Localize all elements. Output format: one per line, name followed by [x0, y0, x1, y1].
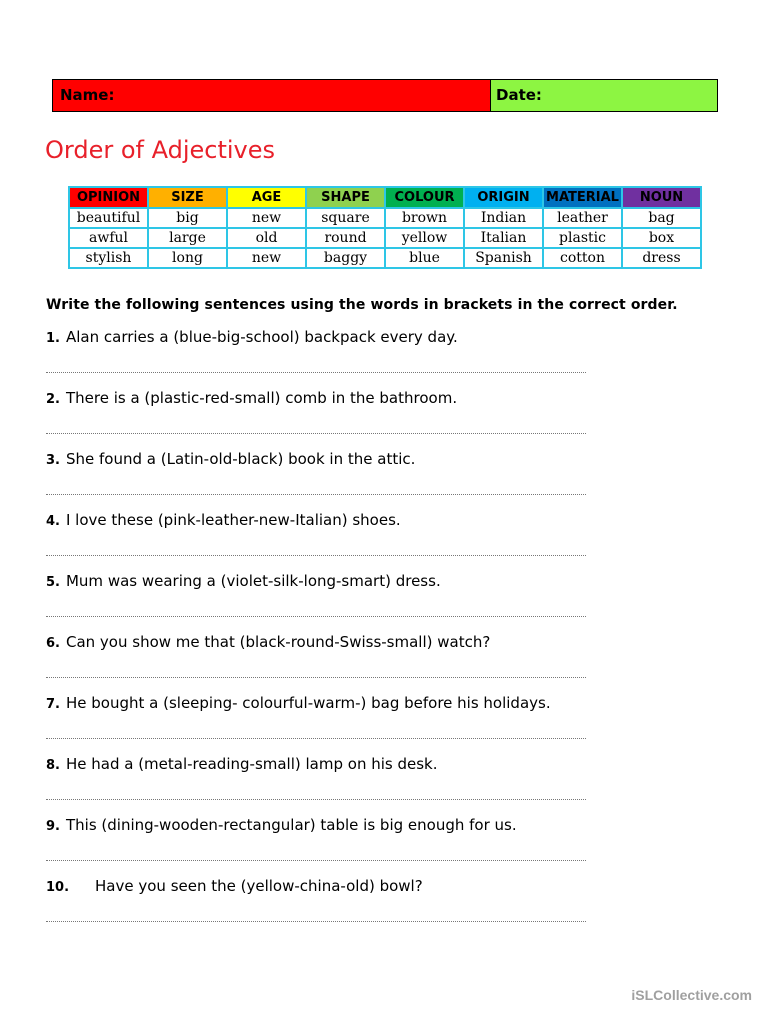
table-cell: stylish: [69, 248, 148, 268]
question-text: There is a (plastic-red-small) comb in the bathroom.: [65, 389, 458, 407]
table-cell: Italian: [464, 228, 543, 248]
column-header: AGE: [227, 187, 306, 208]
question-5: [46, 572, 441, 590]
column-header: SHAPE: [306, 187, 385, 208]
question-number: 10.: [46, 880, 70, 895]
column-header: COLOUR: [385, 187, 464, 208]
answer-line-4[interactable]: [46, 555, 586, 556]
question-text: I love these (pink-leather-new-Italian) shoes.: [65, 511, 401, 529]
table-row: [69, 248, 701, 268]
question-number: 8.: [46, 758, 60, 773]
date-field[interactable]: Date:: [491, 80, 717, 111]
question-text: Alan carries a (blue-big-school) backpack every day.: [65, 328, 458, 346]
column-header: SIZE: [148, 187, 227, 208]
question-text: She found a (Latin-old-black) book in the attic.: [65, 450, 416, 468]
question-text: Mum was wearing a (violet-silk-long-smart) dress.: [65, 572, 441, 590]
table-cell: dress: [622, 248, 701, 268]
answer-line-6[interactable]: [46, 677, 586, 678]
table-row: [69, 228, 701, 248]
table-cell: square: [306, 208, 385, 228]
question-text: Can you show me that (black-round-Swiss-small) watch?: [65, 633, 491, 651]
column-header: OPINION: [69, 187, 148, 208]
table-cell: big: [148, 208, 227, 228]
answer-line-1[interactable]: [46, 372, 586, 373]
question-9: [46, 816, 517, 834]
table-cell: new: [227, 248, 306, 268]
table-cell: round: [306, 228, 385, 248]
answer-line-7[interactable]: [46, 738, 586, 739]
table-header-row: [69, 187, 701, 208]
answer-line-10[interactable]: [46, 921, 586, 922]
table-cell: Spanish: [464, 248, 543, 268]
table-cell: awful: [69, 228, 148, 248]
table-cell: large: [148, 228, 227, 248]
table-cell: new: [227, 208, 306, 228]
answer-line-3[interactable]: [46, 494, 586, 495]
table-cell: plastic: [543, 228, 622, 248]
question-7: [46, 694, 551, 712]
question-8: [46, 755, 438, 773]
question-number: 3.: [46, 453, 60, 468]
answer-line-9[interactable]: [46, 860, 586, 861]
question-4: [46, 511, 401, 529]
table-cell: leather: [543, 208, 622, 228]
watermark-logo: iSLCollective.com: [631, 987, 752, 1003]
table-cell: blue: [385, 248, 464, 268]
question-number: 1.: [46, 331, 60, 346]
answer-line-5[interactable]: [46, 616, 586, 617]
question-2: [46, 389, 457, 407]
question-1: [46, 328, 458, 346]
table-row: [69, 208, 701, 228]
table-cell: brown: [385, 208, 464, 228]
table-cell: box: [622, 228, 701, 248]
question-10: [46, 877, 423, 895]
table-cell: yellow: [385, 228, 464, 248]
name-field[interactable]: Name:: [53, 80, 491, 111]
question-text: Have you seen the (yellow-china-old) bowl?: [95, 877, 423, 895]
column-header: ORIGIN: [464, 187, 543, 208]
question-number: 2.: [46, 392, 60, 407]
question-text: He bought a (sleeping- colourful-warm-) bag before his holidays.: [65, 694, 551, 712]
question-number: 4.: [46, 514, 60, 529]
table-cell: bag: [622, 208, 701, 228]
answer-line-8[interactable]: [46, 799, 586, 800]
column-header: MATERIAL: [543, 187, 622, 208]
table-cell: beautiful: [69, 208, 148, 228]
question-text: He had a (metal-reading-small) lamp on his desk.: [65, 755, 438, 773]
question-text: This (dining-wooden-rectangular) table is big enough for us.: [65, 816, 517, 834]
table-cell: long: [148, 248, 227, 268]
question-number: 7.: [46, 697, 60, 712]
question-6: [46, 633, 490, 651]
answer-line-2[interactable]: [46, 433, 586, 434]
table-cell: cotton: [543, 248, 622, 268]
question-number: 5.: [46, 575, 60, 590]
adjective-order-table: [68, 186, 702, 269]
question-3: [46, 450, 415, 468]
instruction-text: Write the following sentences using the words in brackets in the correct order.: [46, 297, 678, 313]
table-cell: Indian: [464, 208, 543, 228]
question-number: 6.: [46, 636, 60, 651]
table-cell: old: [227, 228, 306, 248]
table-cell: baggy: [306, 248, 385, 268]
column-header: NOUN: [622, 187, 701, 208]
question-number: 9.: [46, 819, 60, 834]
header-bar: [52, 79, 718, 112]
page-title: Order of Adjectives: [45, 136, 276, 164]
